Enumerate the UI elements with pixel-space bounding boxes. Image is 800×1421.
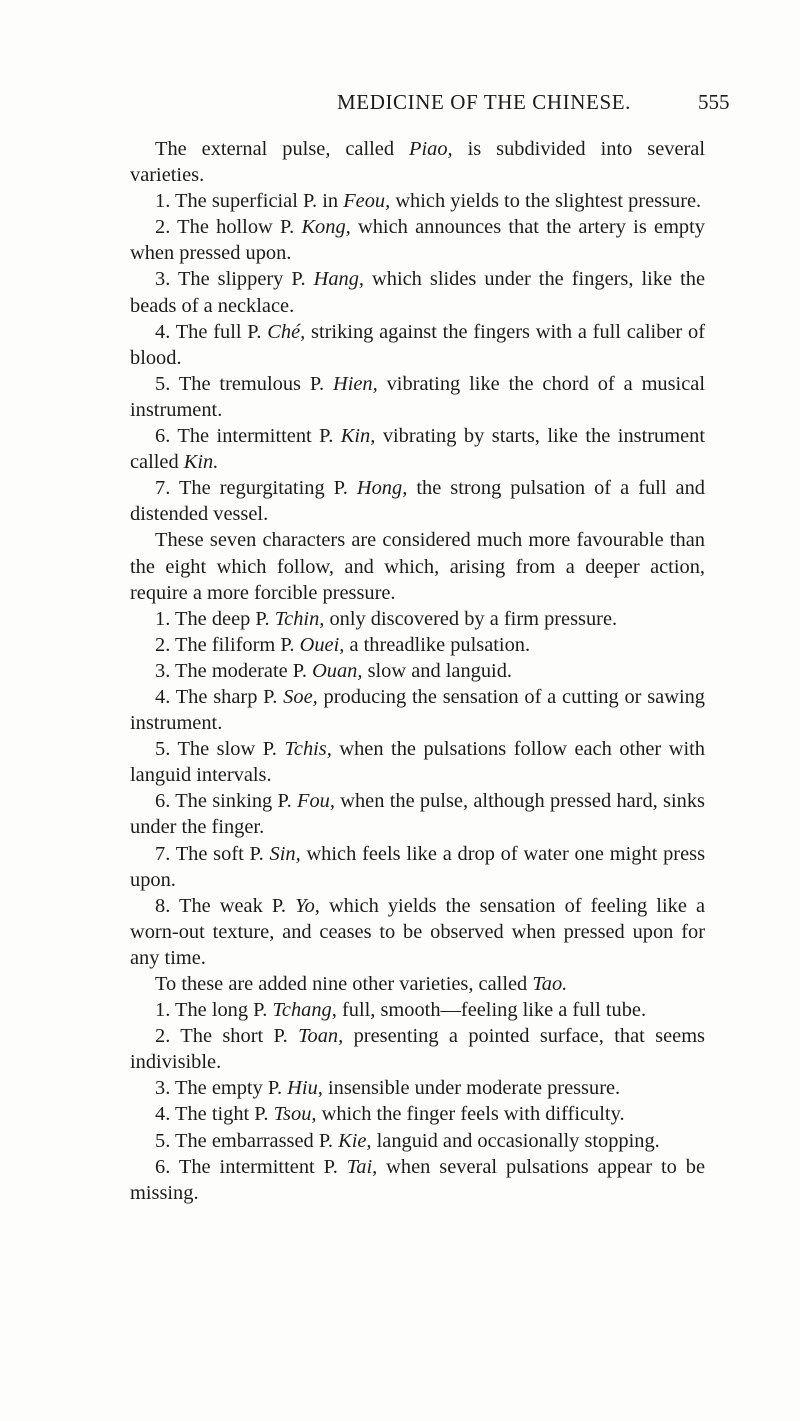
paragraph: 5. The slow P. Tchis, when the pulsations follow each other with languid intervals.	[130, 738, 705, 787]
italic-term: Tchang,	[272, 999, 337, 1022]
paragraph: 1. The superficial P. in Feou, which yields to the slightest pressure.	[155, 190, 702, 213]
italic-term: Fou,	[297, 790, 335, 813]
paragraph: 3. The empty P. Hiu, insensible under moderate pressure.	[155, 1077, 621, 1100]
italic-term: Feou,	[343, 190, 391, 213]
italic-term: Ouei,	[299, 633, 345, 656]
paragraph: These seven characters are considered much more favourable than the eight which follow, and which, arising from a deeper action, require a more forcible pressure.	[130, 529, 705, 604]
paragraph: 6. The intermittent P. Tai, when several pulsations appear to be missing.	[130, 1155, 706, 1204]
italic-term: Hang,	[313, 268, 365, 291]
page-body	[130, 136, 705, 1206]
italic-term: Ouan,	[312, 659, 363, 682]
italic-term: Hiu,	[287, 1077, 323, 1100]
italic-term: Hong,	[356, 477, 408, 500]
italic-term: Kie,	[338, 1129, 372, 1152]
italic-term: Tchin,	[274, 607, 325, 630]
italic-term: Tai,	[346, 1155, 378, 1178]
paragraph: 4. The sharp P. Soe, producing the sensation of a cutting or sawing instrument.	[130, 685, 706, 735]
paragraph: 7. The regurgitating P. Hong, the strong pulsation of a full and distended vessel.	[130, 477, 705, 526]
paragraph: 3. The slippery P. Hang, which slides under the fingers, like the beads of a necklace.	[130, 268, 705, 317]
paragraph: 2. The filiform P. Ouei, a threadlike pulsation.	[155, 633, 531, 656]
paragraph: 4. The tight P. Tsou, which the finger feels with difficulty.	[155, 1103, 625, 1126]
italic-term: Tchis,	[284, 738, 332, 761]
paragraph: To these are added nine other varieties, called Tao.	[155, 973, 568, 995]
paragraph: The external pulse, called Piao, is subdivided into several varieties.	[130, 138, 705, 187]
paragraph: 2. The hollow P. Kong, which announces that the artery is empty when pressed upon.	[130, 216, 705, 265]
page-number: 555	[698, 90, 730, 114]
paragraph: 7. The soft P. Sin, which feels like a drop of water one might press upon.	[130, 842, 706, 891]
italic-term: Tsou,	[273, 1103, 317, 1126]
italic-term: Ché,	[267, 320, 306, 343]
italic-term: Sin,	[269, 842, 301, 865]
paragraph: 8. The weak P. Yo, which yields the sensation of feeling like a worn-out texture, and ceases to be observed when pressed upon for any time.	[130, 894, 705, 969]
paragraph: 5. The tremulous P. Hien, vibrating like the chord of a musical instrument.	[130, 372, 705, 421]
italic-term: Toan,	[298, 1025, 344, 1048]
italic-term: Piao,	[409, 138, 453, 160]
italic-term: Tao.	[532, 973, 568, 995]
italic-term: Yo,	[295, 894, 320, 917]
italic-term: Kong,	[301, 216, 351, 239]
paragraph: 6. The sinking P. Fou, when the pulse, although pressed hard, sinks under the finger.	[130, 790, 705, 839]
italic-term: Soe,	[283, 685, 318, 708]
paragraph: 5. The embarrassed P. Kie, languid and occasionally stopping.	[155, 1129, 660, 1152]
italic-term: Hien,	[332, 372, 378, 395]
paragraph: 2. The short P. Toan, presenting a pointed surface, that seems indivisible.	[130, 1025, 705, 1074]
paragraph: 1. The deep P. Tchin, only discovered by a firm pressure.	[155, 607, 618, 630]
running-head: MEDICINE OF THE CHINESE.	[337, 90, 632, 114]
paragraph: 3. The moderate P. Ouan, slow and languid.	[155, 659, 512, 682]
italic-term: Kin.	[183, 451, 219, 474]
paragraph: 6. The intermittent P. Kin, vibrating by starts, like the instrument called Kin.	[130, 425, 705, 474]
page-header	[0, 90, 800, 120]
paragraph: 1. The long P. Tchang, full, smooth—feeling like a full tube.	[155, 999, 647, 1022]
italic-term: Kin,	[340, 425, 376, 448]
paragraph: 4. The full P. Ché, striking against the fingers with a full caliber of blood.	[130, 320, 705, 369]
